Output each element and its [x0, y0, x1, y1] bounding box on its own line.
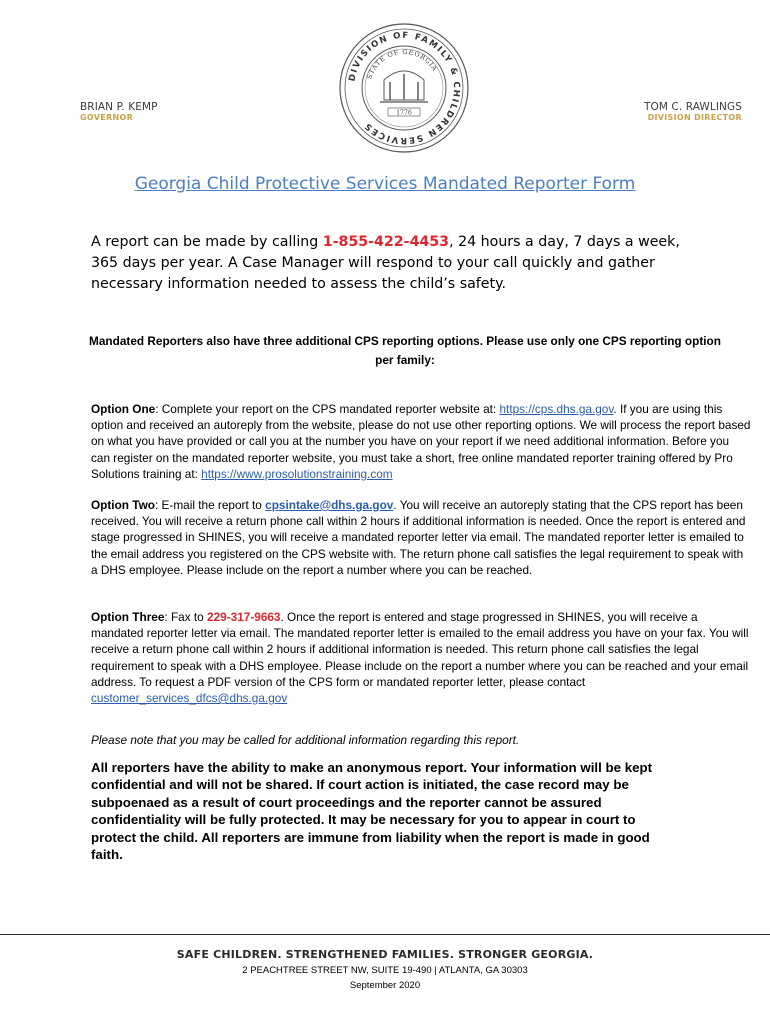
cps-intake-email-link[interactable]: cpsintake@dhs.ga.gov: [265, 498, 394, 512]
footer-divider: [0, 934, 770, 935]
option-one-text-a: : Complete your report on the CPS mandated reporter website at:: [155, 402, 500, 416]
intro-text-before: A report can be made by calling: [91, 234, 323, 250]
governor-title: GOVERNOR: [80, 113, 134, 122]
intro-text-after: , 24 hours a day, 7 days a week, 365 days per year. A Case Manager will respond to your call quickly and gather necessary information needed to assess the child’s safety.: [91, 234, 680, 292]
option-two-label: Option Two: [91, 498, 155, 512]
page-title: Georgia Child Protective Services Mandated Reporter Form: [134, 174, 636, 194]
hotline-phone[interactable]: 1-855-422-4453: [322, 234, 450, 250]
director-name: TOM C. RAWLINGS: [643, 101, 742, 113]
mandated-reporter-note: Mandated Reporters also have three additional CPS reporting options. Please use only one CPS reporting option per family:: [89, 334, 721, 367]
footer-date: September 2020: [349, 980, 421, 991]
governor-name: BRIAN P. KEMP: [80, 101, 158, 113]
option-one-paragraph: [91, 401, 751, 482]
footer-slogan: SAFE CHILDREN. STRENGTHENED FAMILIES. STRONGER GEORGIA.: [176, 948, 594, 961]
seal-inner-text: STATE OF GEORGIA: [365, 47, 440, 81]
additional-info-note: Please note that you may be called for additional information regarding this report.: [91, 733, 520, 747]
dfcs-seal-logo: [338, 22, 470, 154]
option-one-label: Option One: [91, 402, 156, 416]
fax-number[interactable]: 229-317-9663: [207, 610, 281, 624]
footer-address: 2 PEACHTREE STREET NW, SUITE 19-490 | ATLANTA, GA 30303: [242, 965, 528, 976]
option-three-paragraph: [91, 609, 751, 706]
option-one-text-b: . If you are using this option and received an autoreply from the website, please do not use other reporting options. We will process the report based on what you have provided or call you at the number you have on your report if we need additional information. Before you can register on the mandated reporter website, you must take a short, free online mandated reporter training offered by Pro Solutions training at:: [91, 402, 751, 481]
seal-ring-text: DIVISION OF FAMILY & CHILDREN SERVICES: [347, 30, 462, 146]
option-three-text-a: : Fax to: [164, 610, 208, 624]
director-title: DIVISION DIRECTOR: [647, 113, 742, 122]
prosolutions-link[interactable]: https://www.prosolutionstraining.com: [201, 466, 393, 481]
cps-website-link[interactable]: https://cps.dhs.ga.gov: [499, 402, 614, 416]
option-two-text-b: . You will receive an autoreply stating that the CPS report has been received. You will receive a return phone call within 2 hours if additional information is needed. Once the report is entered and stage progressed in SHINES, you will receive a mandated reporter letter via email. The mandated reporter letter is emailed to the email address you registered on the CPS website with. The return phone call satisfies the legal requirement to speak with a DHS employee. Please include on the report a number where you can be reached.: [91, 498, 746, 577]
option-three-text-b: . Once the report is entered and stage progressed in SHINES, you will receive a mandated reporter letter via email. The mandated reporter letter is emailed to the email address you have on your fax. You will receive a return phone call within 2 hours if additional information is needed. This return phone call satisfies the legal requirement to speak with a DHS employee. Please include on the report a number where you can be reached and your email address. To request a PDF version of the CPS form or mandated reporter letter, please contact: [91, 610, 749, 689]
anonymous-report-statement: All reporters have the ability to make an anonymous report. Your information will be kept confidential and will not be shared. If court action is initiated, the case record may be subpoenaed as a result of court proceedings and the reporter cannot be assured confidentiality will be fully protected. It may be necessary for you to appear in court to protect the child. All reporters are immune from liability when the report is made in good faith.: [91, 760, 653, 863]
option-two-text-a: : E-mail the report to: [155, 498, 266, 512]
option-two-paragraph: [91, 497, 751, 578]
customer-services-email-link[interactable]: customer_services_dfcs@dhs.ga.gov: [91, 691, 288, 706]
intro-paragraph: [91, 232, 691, 295]
seal-year: 1776: [396, 109, 412, 117]
option-three-label: Option Three: [91, 610, 165, 624]
